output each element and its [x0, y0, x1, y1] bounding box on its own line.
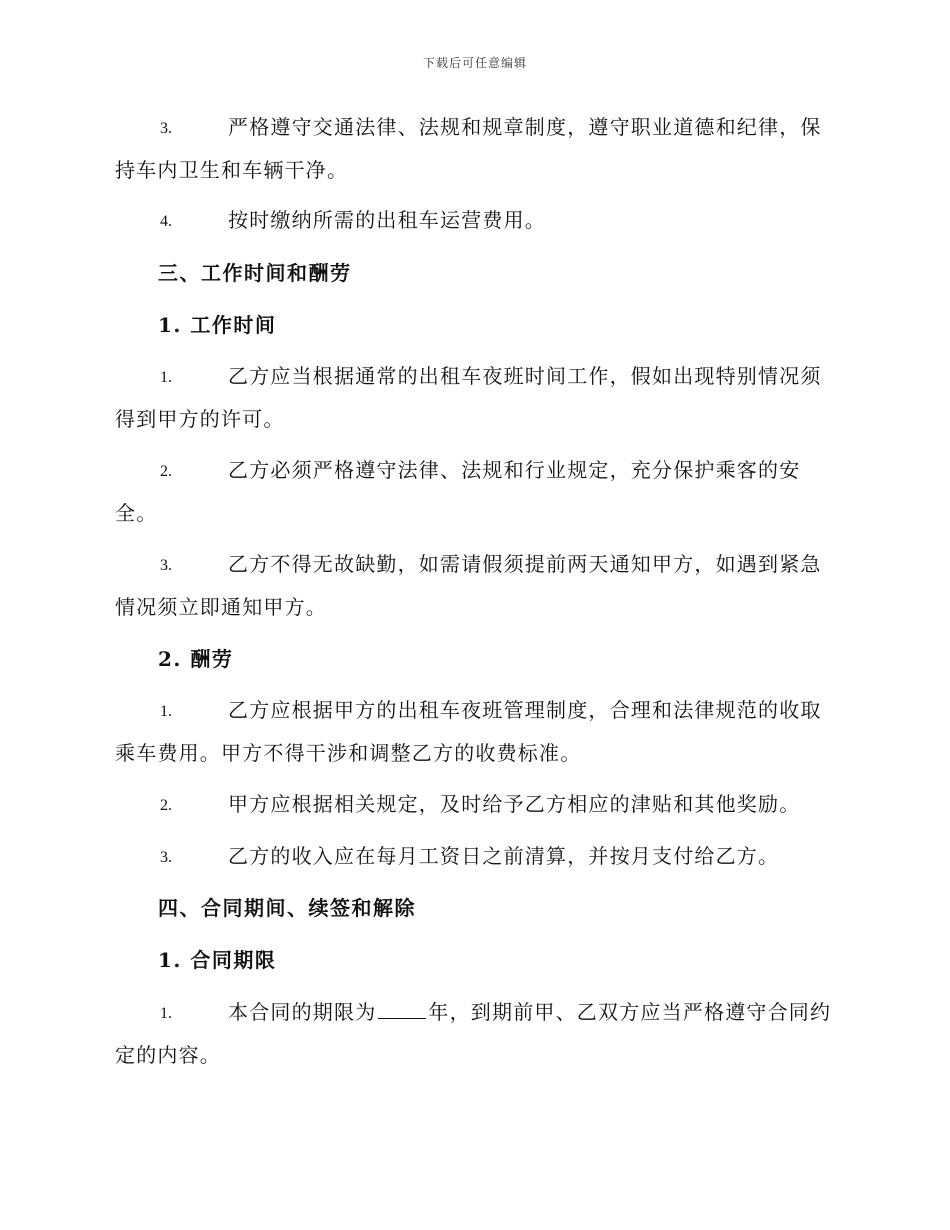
item-text-continued: 定的内容。	[115, 1043, 221, 1067]
item-text: 乙方不得无故缺勤，如需请假须提前两天通知甲方，如遇到紧急	[228, 552, 822, 576]
item-number: 3.	[160, 849, 172, 866]
item-text: 乙方必须严格遵守法律、法规和行业规定，充分保护乘客的安	[228, 458, 801, 482]
item-text	[228, 998, 831, 1026]
item-number: 2.	[160, 797, 172, 814]
item-text-continued: 情况须立即通知甲方。	[115, 595, 327, 619]
item-number: 3.	[160, 557, 172, 574]
item-text-continued: 得到甲方的许可。	[115, 407, 285, 431]
subsection-heading: 1. 合同期限	[158, 948, 277, 972]
item-text-part: 年，到期前甲、乙双方应当严格遵守合同约	[428, 1000, 832, 1024]
section-heading: 四、合同期间、续签和解除	[158, 896, 416, 920]
subsection-heading: 1. 工作时间	[158, 313, 277, 337]
fill-in-blank[interactable]	[378, 1000, 426, 1019]
item-text: 乙方应根据甲方的出租车夜班管理制度，合理和法律规范的收取	[228, 698, 822, 722]
item-text-continued: 持车内卫生和车辆干净。	[115, 158, 349, 182]
item-number: 3.	[160, 120, 172, 137]
item-number: 1.	[160, 703, 172, 720]
item-text-continued: 全。	[115, 501, 158, 525]
subsection-heading: 2. 酬劳	[158, 647, 234, 671]
item-text: 甲方应根据相关规定，及时给予乙方相应的津贴和其他奖励。	[228, 792, 801, 816]
item-text: 乙方应当根据通常的出租车夜班时间工作，假如出现特别情况须	[228, 364, 822, 388]
item-number: 1.	[160, 369, 172, 386]
section-heading: 三、工作时间和酬劳	[158, 261, 352, 285]
item-text-continued: 乘车费用。甲方不得干涉和调整乙方的收费标准。	[115, 741, 582, 765]
page-header: 下载后可任意编辑	[422, 56, 527, 70]
item-text-part: 本合同的期限为	[228, 1000, 377, 1024]
item-text: 严格遵守交通法律、法规和规章制度，遵守职业道德和纪律，保	[228, 115, 822, 139]
item-text: 乙方的收入应在每月工资日之前清算，并按月支付给乙方。	[228, 844, 780, 868]
item-number: 4.	[160, 213, 172, 230]
item-text: 按时缴纳所需的出租车运营费用。	[228, 208, 546, 232]
item-number: 1.	[160, 1005, 172, 1022]
item-number: 2.	[160, 463, 172, 480]
